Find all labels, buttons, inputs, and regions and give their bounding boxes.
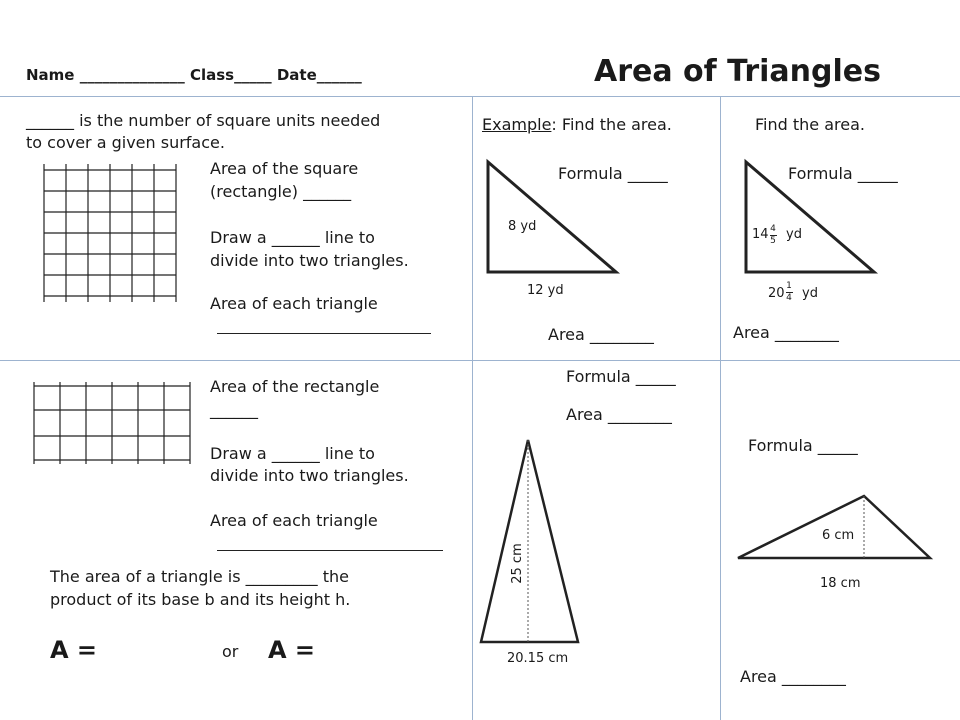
square-area-line-1: Area of the square	[210, 159, 359, 178]
rect-each-answer-line[interactable]	[217, 550, 443, 551]
header-divider	[0, 96, 960, 97]
problem1-area: Area ________	[733, 323, 839, 342]
date-label: Date	[276, 66, 317, 84]
or-text: or	[222, 642, 239, 661]
example-label: Example	[482, 115, 552, 134]
square-draw-line-1: Draw a ______ line to	[210, 228, 375, 247]
example-formula: Formula _____	[558, 164, 668, 183]
rect-area-line-2: ______	[210, 400, 258, 419]
problem1-base-unit: yd	[802, 286, 818, 301]
example-height-label: 8 yd	[508, 219, 537, 234]
intro-line-2: to cover a given surface.	[26, 133, 225, 152]
problem1-height-unit: yd	[786, 227, 802, 242]
problem2-formula: Formula _____	[566, 367, 676, 386]
date-field[interactable]: ______	[316, 66, 362, 84]
square-area-line-2: (rectangle) ______	[210, 182, 352, 201]
example-prompt: Find the area.	[561, 115, 672, 134]
problem1-prompt: Find the area.	[755, 115, 865, 134]
problem1-height-denominator: 5	[770, 236, 776, 246]
rectangle-grid	[30, 382, 194, 464]
right-column-divider	[720, 96, 721, 720]
problem1-base-whole: 20	[768, 286, 785, 301]
name-field[interactable]: ______________	[79, 66, 185, 84]
rect-each-label: Area of each triangle	[210, 511, 378, 530]
area-formula-right: A =	[268, 636, 316, 664]
square-grid	[38, 164, 182, 302]
class-field[interactable]: _____	[234, 66, 272, 84]
intro-line-1: ______ is the number of square units needed	[26, 111, 381, 130]
left-column-divider	[472, 96, 473, 720]
rect-area-line-1: Area of the rectangle	[210, 377, 380, 396]
problem1-right-triangle	[740, 156, 880, 276]
header-fields	[26, 66, 362, 84]
page-title: Area of Triangles	[594, 54, 881, 89]
problem2-height-label: 25 cm	[509, 543, 525, 584]
formula-statement-line-2: product of its base b and its height h.	[50, 590, 351, 609]
problem1-height-label	[752, 224, 812, 251]
problem1-base-numerator: 1	[786, 281, 792, 291]
problem1-height-whole: 14	[752, 227, 769, 242]
problem1-formula: Formula _____	[788, 164, 898, 183]
example-area: Area ________	[548, 325, 654, 344]
problem3-base-label: 18 cm	[820, 576, 861, 591]
example-base-label: 12 yd	[527, 283, 564, 298]
rect-draw-line-1: Draw a ______ line to	[210, 444, 375, 463]
formula-statement-line-1: The area of a triangle is _________ the	[50, 567, 349, 586]
example-heading	[482, 114, 672, 136]
name-label: Name	[26, 66, 75, 84]
problem2-base-label: 20.15 cm	[507, 651, 569, 666]
square-each-answer-line[interactable]	[217, 333, 431, 334]
problem2-triangle	[476, 436, 586, 646]
square-draw-line-2: divide into two triangles.	[210, 251, 409, 270]
example-colon: :	[551, 115, 557, 134]
example-right-triangle	[482, 156, 622, 276]
problem2-area: Area ________	[566, 405, 672, 424]
square-each-label: Area of each triangle	[210, 294, 378, 313]
problem3-height-label: 6 cm	[822, 528, 855, 543]
problem1-height-numerator: 4	[770, 224, 776, 234]
problem1-base-label	[768, 281, 828, 310]
middle-divider	[0, 360, 960, 361]
class-label: Class	[189, 66, 235, 84]
problem3-triangle	[734, 492, 934, 562]
problem3-formula: Formula _____	[748, 436, 858, 455]
rect-draw-line-2: divide into two triangles.	[210, 466, 409, 485]
problem3-area: Area ________	[740, 667, 846, 686]
problem1-base-denominator: 4	[786, 293, 792, 303]
area-formula-left: A =	[50, 636, 98, 664]
